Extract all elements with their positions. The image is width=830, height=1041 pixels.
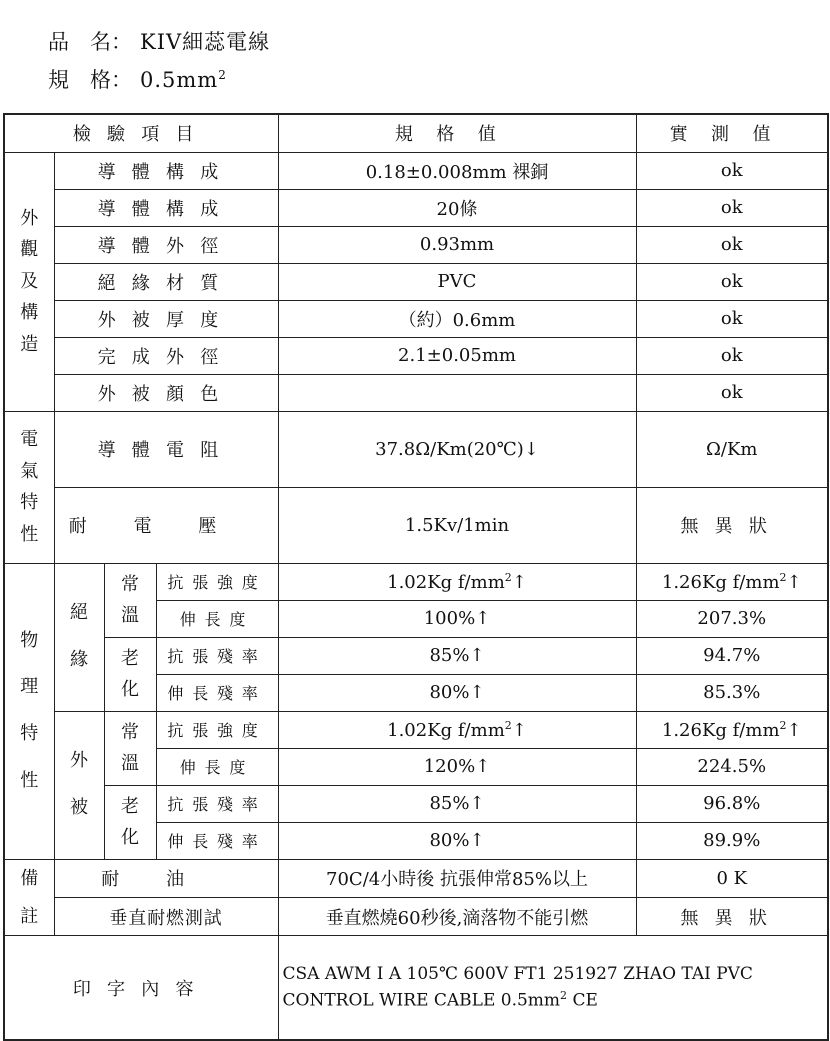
table-row (4, 337, 828, 374)
row-spec: 80%↑ (278, 822, 636, 859)
group-electrical-label: 電氣特性 (20, 429, 39, 545)
row-measured-text: 1.26Kg f/mm (661, 571, 780, 593)
row-spec: PVC (278, 263, 636, 300)
group-appearance-label: 外觀及構造 (20, 207, 39, 355)
subgroup-insulation-label: 絕緣 (70, 602, 88, 671)
marking-line-2-tail: CE (567, 991, 598, 1012)
row-item: 伸長度 (156, 600, 278, 637)
group-physical (4, 563, 54, 859)
row-measured: 207.3% (636, 600, 828, 637)
row-spec: 2.1±0.05mm (278, 337, 636, 374)
row-item: 外被顏色 (54, 374, 278, 411)
condition-aged-label: 老化 (121, 647, 139, 701)
condition-aged (104, 785, 156, 859)
row-measured: 無異狀 (636, 487, 828, 563)
row-item: 導體外徑 (54, 226, 278, 263)
row-measured: 94.7% (636, 637, 828, 674)
row-item: 導體構成 (54, 189, 278, 226)
product-name-value: KIV細蕊電線 (140, 30, 271, 54)
row-measured: 無異狀 (636, 898, 828, 936)
table-row (4, 637, 828, 674)
table-row (4, 152, 828, 189)
spec-line (48, 64, 227, 94)
row-spec: 垂直燃燒60秒後,滴落物不能引燃 (278, 898, 636, 936)
row-measured (636, 711, 828, 748)
condition-normal (104, 711, 156, 785)
row-spec: 100%↑ (278, 600, 636, 637)
table-row (4, 936, 828, 1040)
row-item: 伸長殘率 (156, 822, 278, 859)
column-header-measured: 實測值 (636, 114, 828, 152)
subgroup-jacket (54, 711, 104, 859)
row-measured-sup: 2 (779, 718, 787, 732)
row-spec: 80%↑ (278, 674, 636, 711)
row-spec: 85%↑ (278, 785, 636, 822)
row-spec (278, 563, 636, 600)
product-name-line (48, 26, 270, 56)
condition-aged (104, 637, 156, 711)
row-item: 伸長度 (156, 748, 278, 785)
row-spec: 85%↑ (278, 637, 636, 674)
product-name-label: 品 名： (48, 30, 132, 54)
column-header-spec: 規格值 (278, 114, 636, 152)
row-measured: ok (636, 300, 828, 337)
row-item: 垂直耐燃測試 (54, 898, 278, 936)
marking-label: 印字內容 (4, 936, 278, 1040)
row-spec: 0.93mm (278, 226, 636, 263)
group-electrical (4, 411, 54, 563)
row-measured: ok (636, 374, 828, 411)
row-measured-arrow: ↑ (786, 719, 802, 741)
row-measured: 224.5% (636, 748, 828, 785)
table-row (4, 226, 828, 263)
row-spec-text: 1.02Kg f/mm (387, 719, 505, 741)
row-spec-arrow: ↑ (511, 571, 527, 593)
group-remarks (4, 859, 54, 936)
condition-normal-label: 常溫 (121, 721, 139, 775)
table-row (4, 411, 828, 487)
marking-line-2-text: CONTROL WIRE CABLE 0.5mm (282, 991, 561, 1012)
row-spec-sup: 2 (504, 570, 512, 584)
table-row (4, 563, 828, 600)
row-spec-arrow: ↑ (511, 719, 527, 741)
table-header-row (4, 114, 828, 152)
row-item: 抗張殘率 (156, 785, 278, 822)
row-measured (636, 563, 828, 600)
row-spec (278, 374, 636, 411)
condition-normal-label: 常溫 (121, 573, 139, 627)
row-measured-sup: 2 (779, 570, 787, 584)
marking-line-2-sup: 2 (560, 989, 568, 1003)
row-item: 完成外徑 (54, 337, 278, 374)
group-remarks-label: 備註 (20, 867, 39, 927)
row-spec-sup: 2 (504, 718, 512, 732)
row-measured: ok (636, 189, 828, 226)
row-item: 導體構成 (54, 152, 278, 189)
row-item: 伸長殘率 (156, 674, 278, 711)
condition-normal (104, 563, 156, 637)
condition-aged-label: 老化 (121, 795, 139, 849)
table-row (4, 374, 828, 411)
row-measured: 85.3% (636, 674, 828, 711)
row-item: 導體電阻 (54, 411, 278, 487)
marking-line-2 (283, 987, 828, 1014)
table-row (4, 711, 828, 748)
table-row (4, 898, 828, 936)
row-measured: ok (636, 263, 828, 300)
row-measured: Ω/Km (636, 411, 828, 487)
row-item: 外被厚度 (54, 300, 278, 337)
row-measured-text: 1.26Kg f/mm (661, 719, 780, 741)
row-item: 絕緣材質 (54, 263, 278, 300)
table-row (4, 785, 828, 822)
table-row (4, 487, 828, 563)
row-spec: 70C/4小時後 抗張伸常85%以上 (278, 859, 636, 897)
row-spec: 37.8Ω/Km(20℃)↓ (278, 411, 636, 487)
subgroup-insulation (54, 563, 104, 711)
group-appearance (4, 152, 54, 411)
row-item: 抗張殘率 (156, 637, 278, 674)
table-row (4, 263, 828, 300)
row-spec: 120%↑ (278, 748, 636, 785)
row-measured: 89.9% (636, 822, 828, 859)
marking-line-1: CSA AWM I A 105℃ 600V FT1 251927 ZHAO TAI PVC (282, 964, 753, 985)
row-measured-arrow: ↑ (786, 571, 802, 593)
spec-label: 規 格： (48, 68, 132, 92)
row-spec: 20條 (278, 189, 636, 226)
row-spec: 0.18±0.008mm 裸銅 (278, 152, 636, 189)
inspection-table (3, 113, 829, 1041)
spec-value: 0.5mm (140, 68, 219, 92)
row-measured: ok (636, 337, 828, 374)
subgroup-jacket-label: 外被 (70, 750, 88, 819)
table-row (4, 189, 828, 226)
row-item: 耐油 (54, 859, 278, 897)
marking-content (278, 936, 828, 1040)
column-header-item: 檢驗項目 (4, 114, 278, 152)
row-item: 抗張強度 (156, 711, 278, 748)
row-measured: 96.8% (636, 785, 828, 822)
row-item: 耐電壓 (54, 487, 278, 563)
spec-value-superscript: 2 (218, 68, 227, 82)
table-row (4, 300, 828, 337)
row-measured: 0 K (636, 859, 828, 897)
row-measured: ok (636, 152, 828, 189)
table-row (4, 859, 828, 897)
row-spec: （約）0.6mm (278, 300, 636, 337)
row-spec: 1.5Kv/1min (278, 487, 636, 563)
row-spec (278, 711, 636, 748)
row-measured: ok (636, 226, 828, 263)
group-physical-label: 物理特性 (20, 629, 39, 792)
row-spec-text: 1.02Kg f/mm (387, 571, 505, 593)
row-item: 抗張強度 (156, 563, 278, 600)
